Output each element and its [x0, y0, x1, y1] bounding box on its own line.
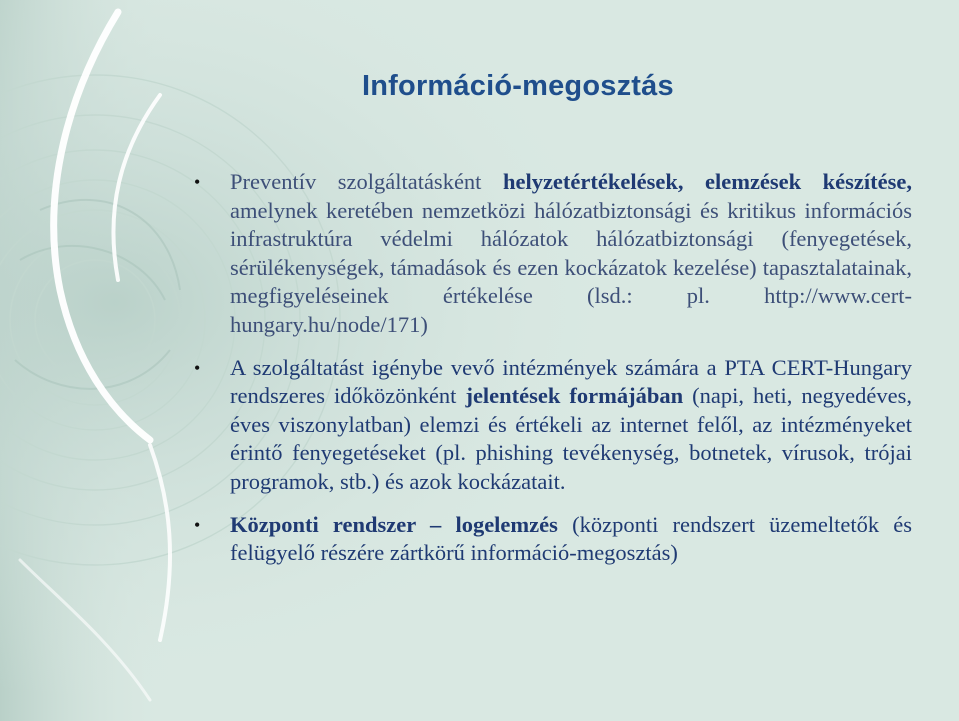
slide-title: Információ-megosztás [362, 70, 674, 102]
bullet-text-suffix: amelynek keretében nemzetközi hálózatbiztonsági és kritikus információs infrastruktúra védelmi hálózatok hálózatbiztonsági (fenyegetések, sérülékenységek, támadások és ezen kockázatok kezelése) tapasztalatainak, megfigyeléseinek értékelése (lsd.: pl. http://www.cert-hungary.hu/node/171) [230, 197, 912, 337]
bullet-item-central-system [192, 511, 912, 568]
bullet-dot-icon: • [194, 514, 201, 535]
bullet-text-prefix: Preventív szolgáltatásként [230, 169, 503, 194]
bullet-item-reports [192, 354, 912, 497]
bullet-text-bold: Központi rendszer – logelemzés [230, 511, 558, 537]
bullet-dot-icon: • [194, 357, 201, 378]
bullet-item-threat-assessment [192, 168, 912, 340]
bullet-text-prefix: A szolgáltatást igénybe vevő intézmények számára a PTA CERT-Hungary rendszeres időközönként [230, 354, 912, 409]
bullet-dot-icon: • [194, 172, 201, 192]
bullet-text-bold: jelentések formájában [465, 383, 684, 409]
bullet-text-suffix: (központi rendszert üzemeltetők és felügyelő részére zártkörű információ-megosztás) [230, 511, 912, 566]
bullet-text-suffix: (napi, heti, negyedéves, éves viszonylatban) elemzi és értékeli az internet felől, az intézményeket érintő fenyegetéseket (pl. phishing tevékenység, botnetek, vírusok, trójai programok, stb.) és azok kockázatait. [230, 383, 913, 494]
bullet-text-bold: helyzetértékelések, elemzések készítése, [502, 169, 913, 194]
bullet-list [192, 168, 912, 582]
